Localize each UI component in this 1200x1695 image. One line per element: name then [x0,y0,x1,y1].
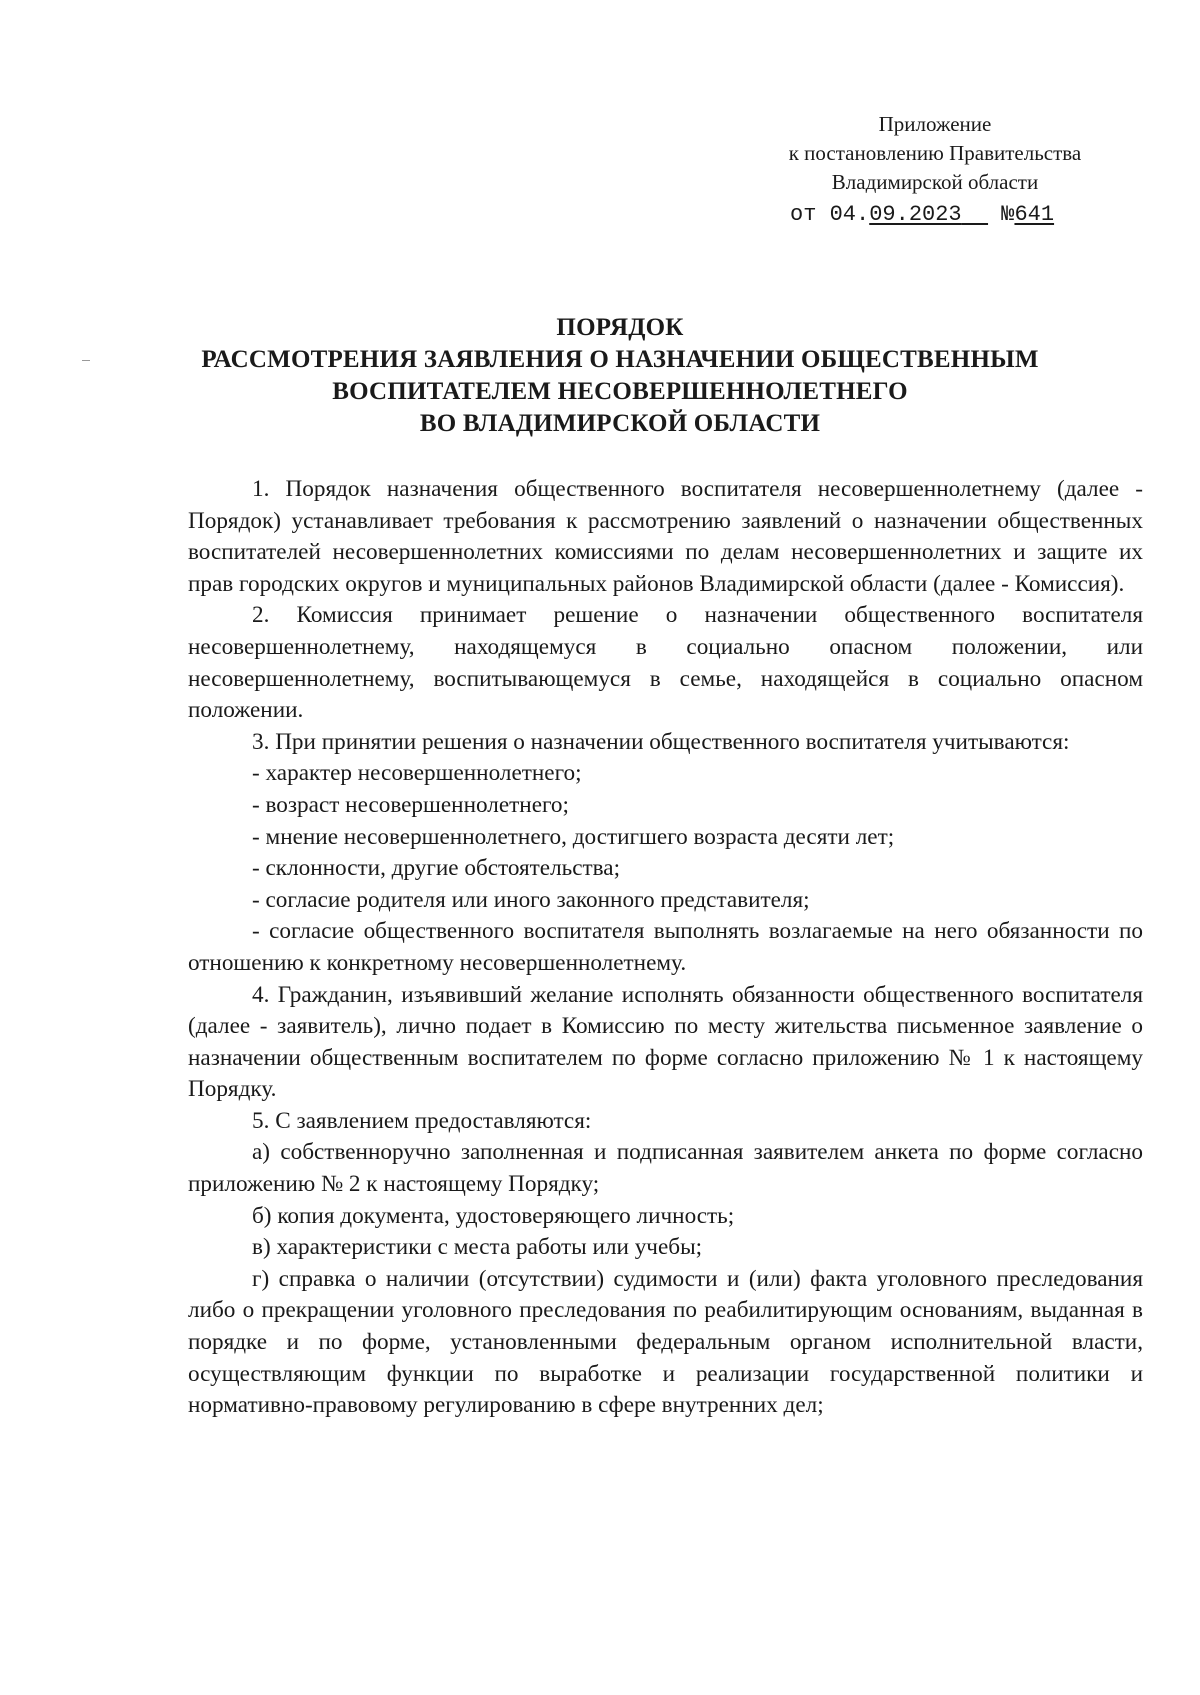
title-line-1: ПОРЯДОК [556,314,684,341]
title-line-2: РАССМОТРЕНИЯ ЗАЯВЛЕНИЯ О НАЗНАЧЕНИИ ОБЩЕСТВЕННЫМ [201,346,1039,373]
appendix-label: Приложение [878,112,992,136]
date-value: 09.2023 [869,202,962,227]
title-line-4: ВО ВЛАДИМИРСКОЙ ОБЛАСТИ [419,410,821,437]
title-line-3: ВОСПИТАТЕЛЕМ НЕСОВЕРШЕННОЛЕТНЕГО [332,378,908,405]
list-item-opinion: - мнение несовершеннолетнего, достигшего возраста десяти лет; [252,823,895,850]
list-item-character: - характер несовершеннолетнего; [252,760,582,787]
document-number: 641 [1014,202,1055,227]
paragraph-1: 1. Порядок назначения общественного воспитателя несовершеннолетнему (далее - Порядок) устанавливает требования к рассмотрению заявлений о назначении общественных воспитателей несовершеннолетних комиссиями по делам несовершеннолетних и защите их прав городских округов и муниципальных районов Владимирской области (далее - Комиссия). [188,476,1143,597]
list-item-parent-consent: - согласие родителя или иного законного представителя; [252,886,810,913]
document-title [120,312,1120,440]
paragraph-4: 4. Гражданин, изъявивший желание исполнять обязанности общественного воспитателя (далее - заявитель), лично подает в Комиссию по месту жительства письменное заявление о назначении общественным воспитателем по форме согласно приложению № 1 к настоящему Порядку. [188,981,1143,1103]
appendix-header [700,110,1170,229]
subitem-a: а) собственноручно заполненная и подписанная заявителем анкета по форме согласно приложению № 2 к настоящему Порядку; [188,1139,1143,1198]
paragraph-3: 3. При принятии решения о назначении общественного воспитателя учитываются: [252,728,1070,755]
list-item-inclinations: - склонности, другие обстоятельства; [252,855,621,882]
subitem-g: г) справка о наличии (отсутствии) судимости и (или) факта уголовного преследования либо о прекращении уголовного преследования по реабилитирующим основаниям, выданная в порядке и по форме, установленными федеральным органом исполнительной власти, осуществляющим функции по выработке и реализации государственной политики и нормативно-правовому регулированию в сфере внутренних дел; [188,1265,1143,1419]
paragraph-2: 2. Комиссия принимает решение о назначении общественного воспитателя несовершеннолетнему, находящемуся в социально опасном положении, или несовершеннолетнему, воспитывающемуся в семье, находящейся в социально опасном положении. [188,602,1143,724]
list-item-tutor-consent: - согласие общественного воспитателя выполнять возлагаемые на него обязанности по отношению к конкретному несовершеннолетнему. [188,918,1143,976]
document-body [188,474,1143,1422]
subitem-v: в) характеристики с места работы или учебы; [252,1234,703,1261]
scan-mark [82,360,90,361]
paragraph-5: 5. С заявлением предоставляются: [252,1107,592,1134]
appendix-region: Владимирской области [831,170,1039,194]
list-item-age: - возраст несовершеннолетнего; [252,791,569,818]
number-sign: № [1001,202,1015,227]
date-prefix: от 04. [790,202,870,227]
appendix-date-number [700,200,1170,229]
appendix-resolution: к постановлению Правительства [788,141,1082,165]
subitem-b: б) копия документа, удостоверяющего личность; [252,1202,735,1229]
